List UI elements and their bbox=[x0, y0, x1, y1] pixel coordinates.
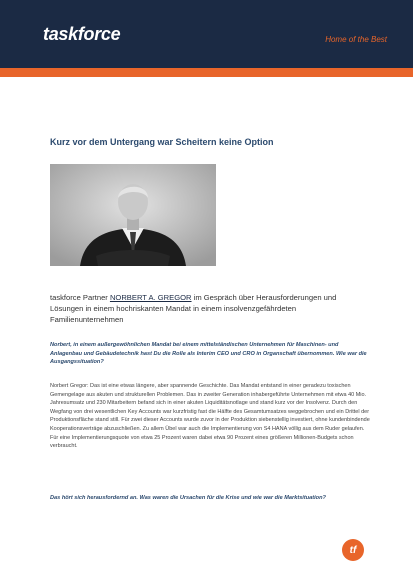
tf-badge-icon: tf bbox=[342, 539, 364, 561]
interview-question-1: Norbert, in einem außergewöhnlichen Mandat bei einem mittelständischen Unternehmen für Maschinen- und Anlagenbau und Gebäudetechnik hast Du die Rolle als Interim CEO und CRO in Organschaft übernommen. Wie war die Ausgangssituation? bbox=[50, 342, 367, 365]
portrait-photo bbox=[50, 164, 216, 266]
header-accent-bar bbox=[0, 68, 413, 77]
intro-prefix: taskforce Partner bbox=[50, 293, 110, 302]
interview-answer-1: Norbert Gregor: Das ist eine etwas längere, aber spannende Geschichte. Das Mandat entstand in einer geradezu toxischen Gemengelage aus akuten und strukturellen Problemen. Das in zweiter Generation inhabergeführte Unternehmen mit etwa 40 Mio. Jahresumsatz und 230 Mitarbeitern befand sich in einer akuten Liquiditätsnotlage und stand kurz vor der Insolvenz. Durch den Wegfang von drei wesentlichen Key Accounts war kurzfristig fast die Hälfte des Gesamtumsatzes weggebrochen und ein Drittel der Produktionsfläche stand still. Für zwei dieser Accounts wurde zuvor in der Produktion siebenstellig investiert, ohne kundenbindende Kooperationsverträge abzuschließen. Zu allem Übel war auch die Implementierung von S4 HANA völlig aus dem Ruder gelaufen. Für eine Implementierungsquote von etwa 25 Prozent waren dabei etwa 90 Prozent eines größeren Millionen-Budgets schon verbraucht. bbox=[50, 383, 370, 450]
partner-name-link[interactable]: NORBERT A. GREGOR bbox=[109, 293, 192, 302]
intro-suffix: im Gespräch über Herausforderungen und Lösungen in einem hochriskanten Mandat in einem insolvenzgefährdeten Familienunternehmen bbox=[50, 293, 337, 324]
article-title: Kurz vor dem Untergang war Scheitern keine Option bbox=[50, 137, 274, 147]
interview-question-2: Das hört sich herausfordernd an. Was waren die Ursachen für die Krise und wie war die Marktsituation? bbox=[50, 495, 326, 501]
article-intro bbox=[50, 292, 370, 325]
portrait-illustration bbox=[50, 164, 216, 266]
taskforce-logo: taskforce bbox=[43, 24, 121, 44]
header-tagline: Home of the Best bbox=[325, 35, 387, 44]
page-header bbox=[0, 0, 413, 77]
